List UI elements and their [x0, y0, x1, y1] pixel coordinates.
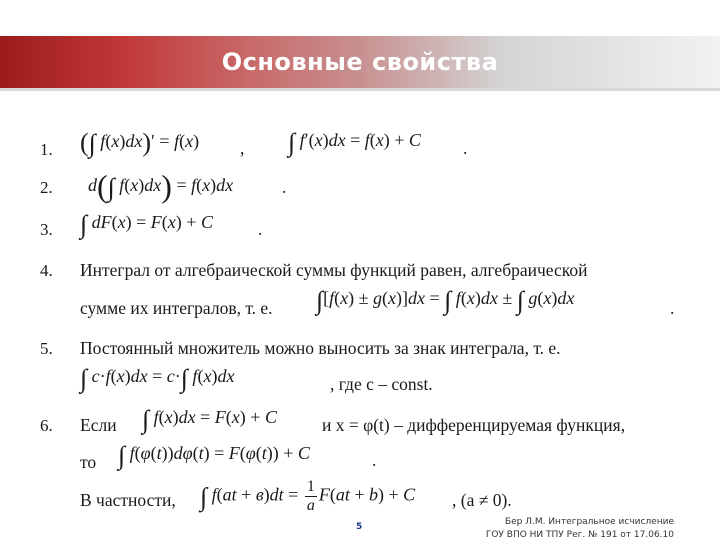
formula-1b: ∫ f′(x)dx = f(x) + C: [288, 128, 421, 157]
formula-5: ∫ c·f(x)dx = c·∫ f(x)dx: [80, 364, 235, 393]
item-number-1: 1.: [40, 140, 53, 159]
item-5-line1: Постоянный множитель можно выносить за знак интеграла, т. е.: [80, 338, 561, 358]
title-bar-edge: [0, 88, 720, 91]
formula-4: ∫[f(x) ± g(x)]dx = ∫ f(x)dx ± ∫ g(x)dx: [316, 286, 575, 315]
item-6-lead: Если: [80, 415, 117, 435]
formula-1a: (∫ f(x)dx)′ = f(x): [80, 128, 200, 158]
item-number-4: 4.: [40, 261, 53, 280]
formula-1-sep: ,: [240, 138, 245, 158]
item-6-special: В частности,: [80, 490, 176, 510]
item-number-6: 6.: [40, 416, 53, 435]
formula-6a: ∫ f(x)dx = F(x) + C: [142, 405, 277, 434]
item-number-3: 3.: [40, 220, 53, 239]
formula-3-end: .: [258, 219, 263, 239]
item-6-condition: и x = φ(t) – дифференцируемая функция,: [322, 415, 626, 435]
formula-6c: ∫ f(at + в)dt = $\frac{1}{a}$ F(at + b) + C: [200, 478, 416, 514]
item-4-line1: Интеграл от алгебраической суммы функций равен, алгебраической: [80, 260, 588, 280]
formula-6b-end: .: [372, 450, 377, 470]
formula-3: ∫ dF(x) = F(x) + C: [80, 210, 213, 239]
formula-6b: ∫ f(φ(t))dφ(t) = F(φ(t)) + C: [118, 441, 310, 470]
item-number-2: 2.: [40, 178, 53, 197]
footer-credit: [486, 516, 674, 542]
page-number: 5: [356, 522, 363, 532]
item-5-note: , где c – const.: [330, 374, 433, 394]
footer-line1: Бер Л.М. Интегральное исчисление: [504, 517, 674, 527]
formula-4-end: .: [670, 298, 675, 318]
formula-6c-end: , (a ≠ 0).: [452, 490, 512, 510]
item-6-then: то: [80, 452, 97, 472]
item-number-5: 5.: [40, 339, 53, 358]
item-4-line2: сумме их интегралов, т. е.: [80, 298, 273, 318]
formula-1-end: .: [463, 138, 468, 158]
formula-2: d(∫ f(x)dx) = f(x)dx: [88, 168, 234, 204]
formula-2-end: .: [282, 177, 287, 197]
footer-line2: ГОУ ВПО НИ ТПУ Рег. № 191 от 17.06.10: [485, 530, 674, 540]
slide-title: Основные свойства: [221, 48, 499, 76]
